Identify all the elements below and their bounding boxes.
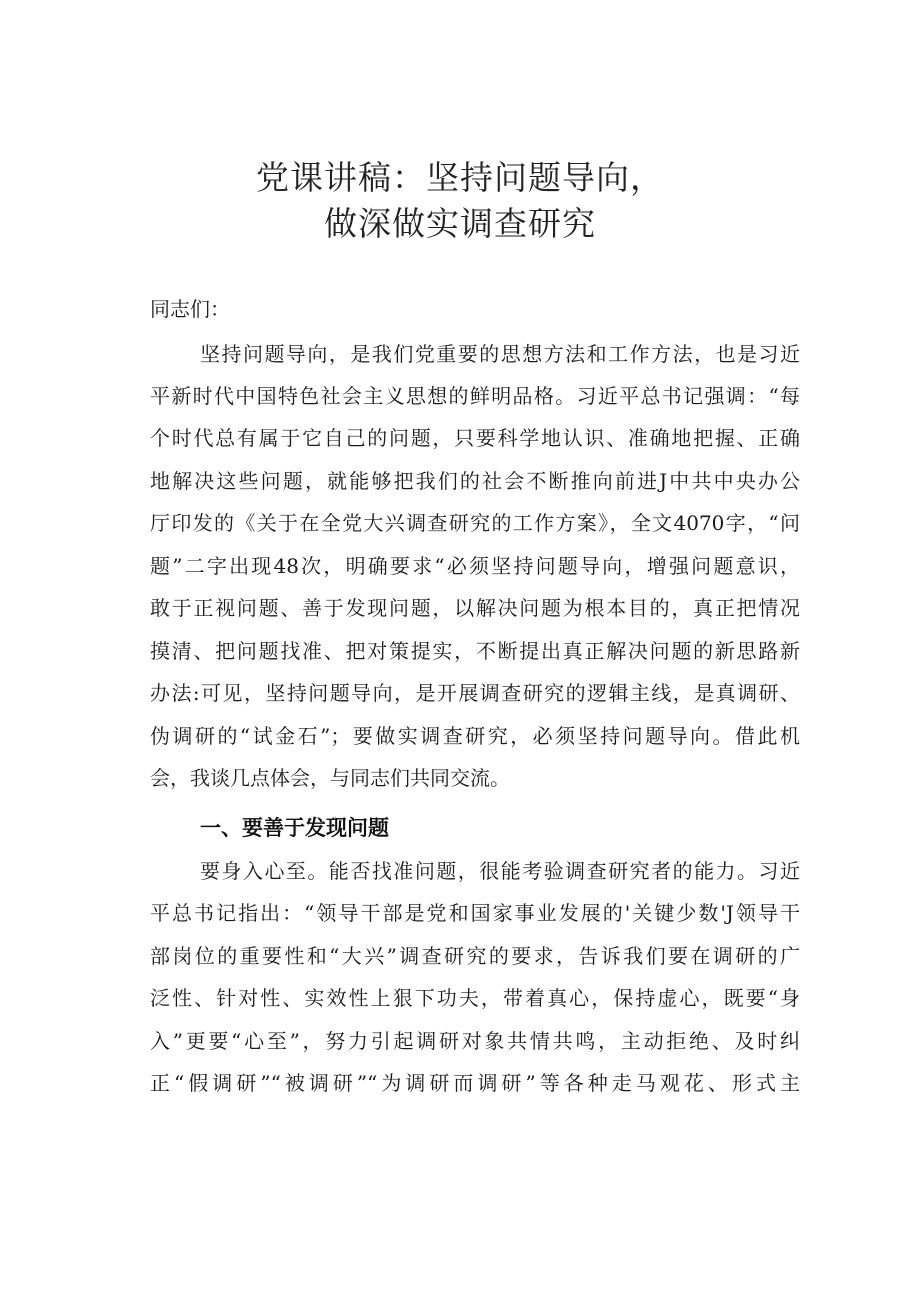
- paragraph-2-line: 部岗位的重要性和“大兴”调查研究的要求，告诉我们要在调研的广: [150, 944, 800, 968]
- paragraph-1-line: 平新时代中国特色社会主义思想的鲜明品格。习近平总书记强调：“每: [150, 384, 800, 408]
- document-title-line-1: 党课讲稿：坚持问题导向，: [256, 158, 664, 197]
- paragraph-1-line: 厅印发的《关于在全党大兴调查研究的工作方案》，全文4070字，“问: [150, 511, 800, 535]
- paragraph-2-line: 正“假调研”“被调研”“为调研而调研”等各种走马观花、形式主: [150, 1071, 800, 1095]
- paragraph-2-line: 泛性、针对性、实效性上狠下功夫，带着真心，保持虚心，既要“身: [150, 986, 800, 1010]
- paragraph-2-line: 平总书记指出：“领导干部是党和国家事业发展的'关键少数'J领导干: [150, 901, 800, 925]
- salutation: 同志们：: [150, 297, 230, 321]
- paragraph-2-line: 要身入心至。能否找准问题，很能考验调查研究者的能力。习近: [200, 859, 800, 883]
- paragraph-1-line: 伪调研的“试金石”；要做实调查研究，必须坚持问题导向。借此机: [150, 724, 800, 748]
- paragraph-1-line: 敢于正视问题、善于发现问题，以解决问题为根本目的，真正把情况: [150, 596, 800, 620]
- paragraph-1-line: 摸清、把问题找准、把对策提实，不断提出真正解决问题的新思路新: [150, 639, 800, 663]
- paragraph-1-line: 会，我谈几点体会，与同志们共同交流。: [150, 766, 510, 790]
- paragraph-1-line: 坚持问题导向，是我们党重要的思想方法和工作方法，也是习近: [200, 342, 800, 366]
- document-title-line-2: 做深做实调查研究: [324, 204, 596, 243]
- paragraph-2-line: 入”更要“心至”，努力引起调研对象共情共鸣，主动拒绝、及时纠: [150, 1029, 800, 1053]
- paragraph-1-line: 个时代总有属于它自己的问题，只要科学地认识、准确地把握、正确: [150, 426, 800, 450]
- paragraph-1-line: 题”二字出现48次，明确要求“必须坚持问题导向，增强问题意识，: [150, 554, 800, 578]
- paragraph-1-line: 办法:可见，坚持问题导向，是开展调查研究的逻辑主线，是真调研、: [150, 681, 800, 705]
- paragraph-1-line: 地解决这些问题，就能够把我们的社会不断推向前进J中共中央办公: [150, 469, 800, 493]
- section-heading-1: 一、要善于发现问题: [200, 816, 389, 840]
